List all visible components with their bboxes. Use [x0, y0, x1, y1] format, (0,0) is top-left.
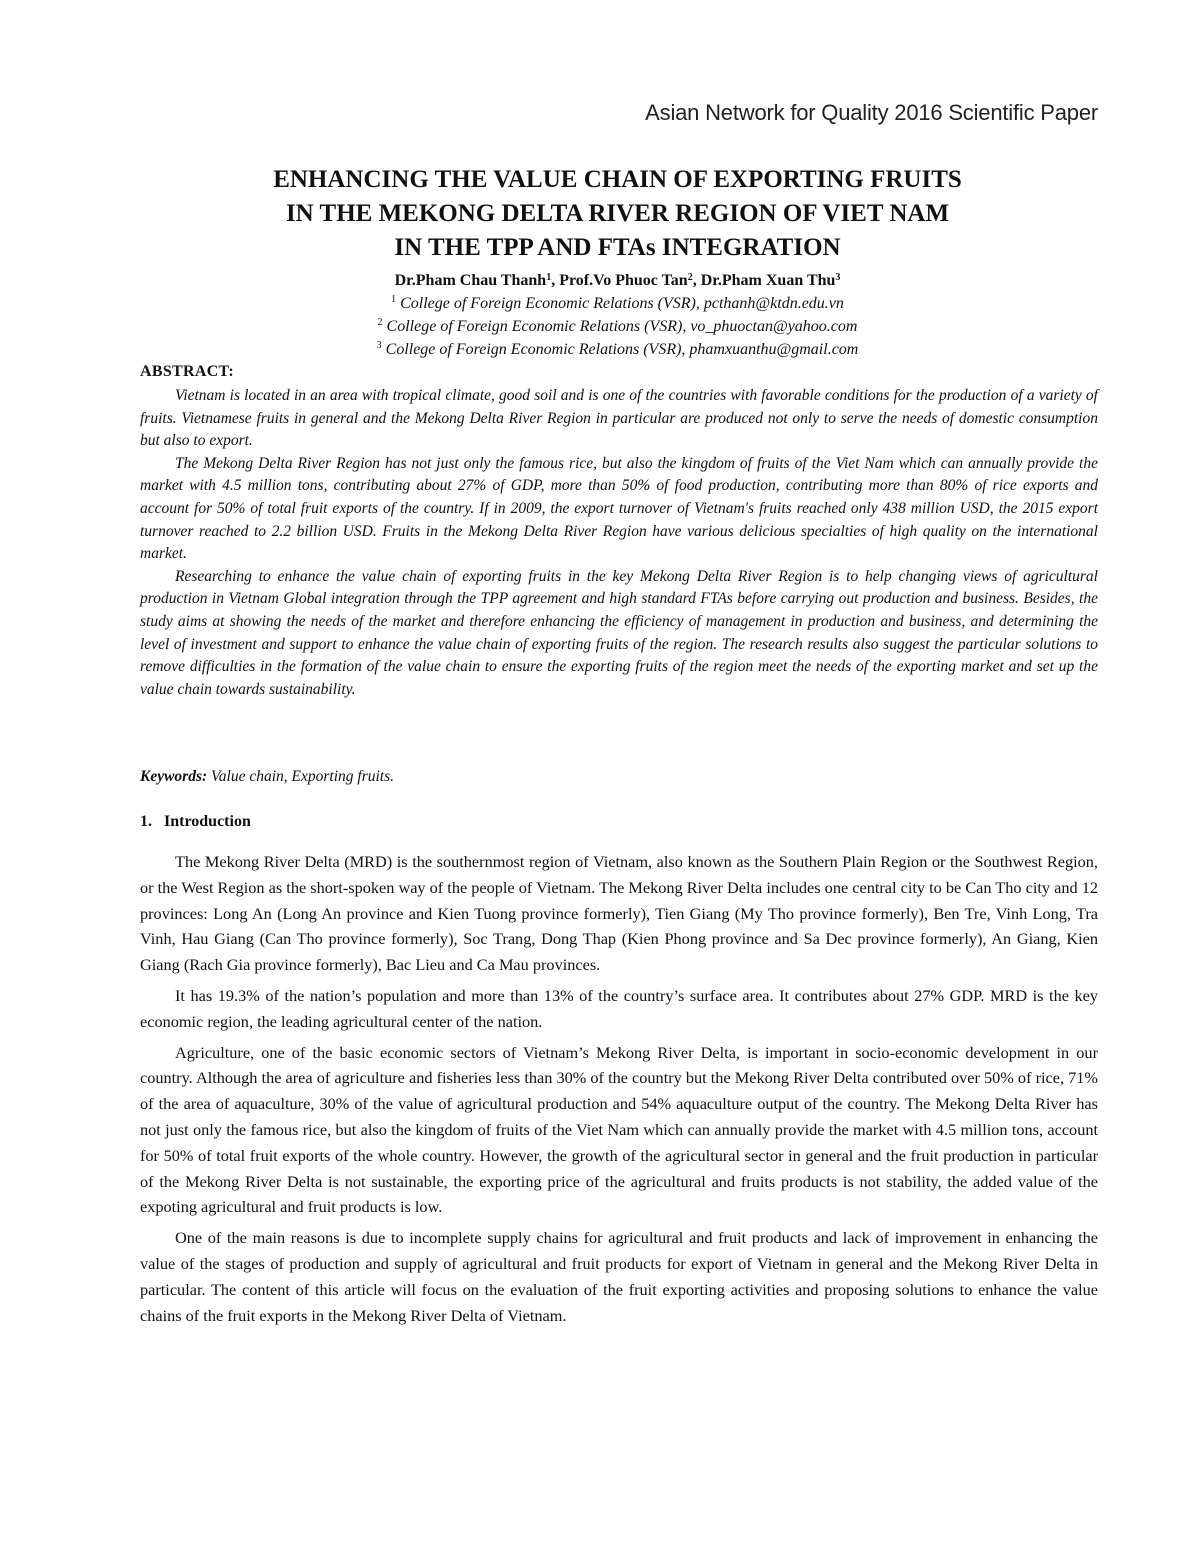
affiliation-text: College of Foreign Economic Relations (VSR), vo_phuoctan@yahoo.com	[386, 318, 858, 335]
affiliation-marker: 1	[391, 294, 397, 305]
body-paragraph: The Mekong River Delta (MRD) is the southernmost region of Vietnam, also known as the Southern Plain Region or the Southwest Region, or the West Region as the short-spoken way of the people of Vietnam. The Mekong River Delta includes one central city to be Can Tho city and 12 provinces: Long An (Long An province and Kien Tuong province formerly), Tien Giang (My Tho province formerly), Ben Tre, Vinh Long, Tra Vinh, Hau Giang (Can Tho province formerly), Soc Trang, Dong Thap (Kien Phong province and Sa Dec province formerly), An Giang, Kien Giang (Rach Gia province formerly), Bac Lieu and Ca Mau provinces.	[140, 852, 1098, 975]
affiliation-marker: 3	[376, 340, 382, 351]
author-separator: ,	[692, 272, 701, 289]
abstract-paragraph: Vietnam is located in an area with tropical climate, good soil and is one of the countries with favorable conditions for the production of a variety of fruits. Vietnamese fruits in general and the Mekong Delta River Region in particular are produced not only to serve the needs of domestic consumption but also to export.	[140, 387, 1098, 450]
affiliation	[140, 316, 1095, 338]
section-heading	[140, 813, 251, 831]
author-affiliation-marker: 2	[687, 272, 693, 283]
keywords-label: Keywords:	[140, 768, 208, 785]
abstract-heading: ABSTRACT:	[140, 363, 234, 380]
body-paragraph: It has 19.3% of the nation’s population and more than 13% of the country’s surface area. It contributes about 27% GDP. MRD is the key economic region, the leading agricultural center of the nation.	[140, 985, 1098, 1031]
affiliation-text: College of Foreign Economic Relations (VSR), pcthanh@ktdn.edu.vn	[400, 295, 844, 312]
abstract-paragraph: Researching to enhance the value chain of exporting fruits in the key Mekong Delta River Region is to help changing views of agricultural production in Vietnam Global integration through the TPP agreement and high standard FTAs before carrying out production and business. Besides, the study aims at showing the needs of the market and therefore enhancing the efficiency of management in production and business, and determining the level of investment and support to enhance the value chain of exporting fruits of the region. The research results also suggest the particular solutions to remove difficulties in the formation of the value chain to ensure the exporting fruits of the region meet the needs of the exporting market and set up the value chain towards sustainability.	[140, 567, 1098, 698]
author-name: Prof.Vo Phuoc Tan	[559, 272, 688, 289]
author-name: Dr.Pham Xuan Thu	[700, 272, 836, 289]
abstract-body	[140, 385, 1098, 701]
section-title: Introduction	[164, 813, 251, 830]
title-line-2: IN THE MEKONG DELTA RIVER REGION OF VIET NAM	[285, 200, 950, 227]
keywords-text: Value chain, Exporting fruits.	[207, 768, 395, 785]
keywords	[140, 768, 394, 786]
affiliation-marker: 2	[377, 317, 383, 328]
paper-title	[140, 163, 1095, 265]
section-number: 1.	[140, 813, 152, 830]
author-separator: ,	[551, 272, 560, 289]
abstract-paragraph: The Mekong Delta River Region has not just only the famous rice, but also the kingdom of fruits of the Viet Nam which can annually provide the market with 4.5 million tons, contributing about 27% of GDP, more than 50% of food production, contributing more than 80% of rice exports and account for 50% of total fruit exports of the country. If in 2009, the export turnover of Vietnam's fruits reached only 438 million USD, the 2015 export turnover reached to 2.2 billion USD. Fruits in the Mekong Delta River Region have various delicious specialties of high quality on the international market.	[140, 454, 1098, 563]
author-list	[140, 270, 1095, 292]
author-affiliation-marker: 3	[835, 272, 841, 283]
affiliation	[140, 293, 1095, 315]
author-affiliation-marker: 1	[546, 272, 552, 283]
title-line-3: IN THE TPP AND FTAs INTEGRATION	[394, 234, 841, 261]
author-name: Dr.Pham Chau Thanh	[394, 272, 547, 289]
body-paragraph: Agriculture, one of the basic economic sectors of Vietnam’s Mekong River Delta, is important in socio-economic development in our country. Although the area of agriculture and fisheries less than 30% of the country but the Mekong River Delta contributed over 50% of rice, 71% of the area of aquaculture, 30% of the value of agricultural production and 54% aquaculture output of the country. The Mekong Delta River has not just only the famous rice, but also the kingdom of fruits of the Viet Nam which can annually provide the market with 4.5 million tons, account for 50% of total fruit exports of the whole country. However, the growth of the agricultural sector in general and the fruit production in particular of the Mekong River Delta is not sustainable, the exporting price of the agricultural and fruits products is not stability, the added value of the expoting agricultural and fruit products is low.	[140, 1042, 1098, 1217]
body-paragraph: One of the main reasons is due to incomplete supply chains for agricultural and fruit products and lack of improvement in enhancing the value of the stages of production and supply of agricultural and fruit products for export of Vietnam in general and the Mekong River Delta in particular. The content of this article will focus on the evaluation of the fruit exporting activities and proposing solutions to enhance the value chains of the fruit exports in the Mekong River Delta of Vietnam.	[140, 1228, 1098, 1325]
affiliation-text: College of Foreign Economic Relations (VSR), phamxuanthu@gmail.com	[385, 341, 859, 358]
affiliation	[140, 339, 1095, 361]
running-header: Asian Network for Quality 2016 Scientific Paper	[645, 100, 1098, 125]
body-text	[140, 849, 1098, 1328]
title-line-1: ENHANCING THE VALUE CHAIN OF EXPORTING FRUITS	[273, 166, 962, 193]
